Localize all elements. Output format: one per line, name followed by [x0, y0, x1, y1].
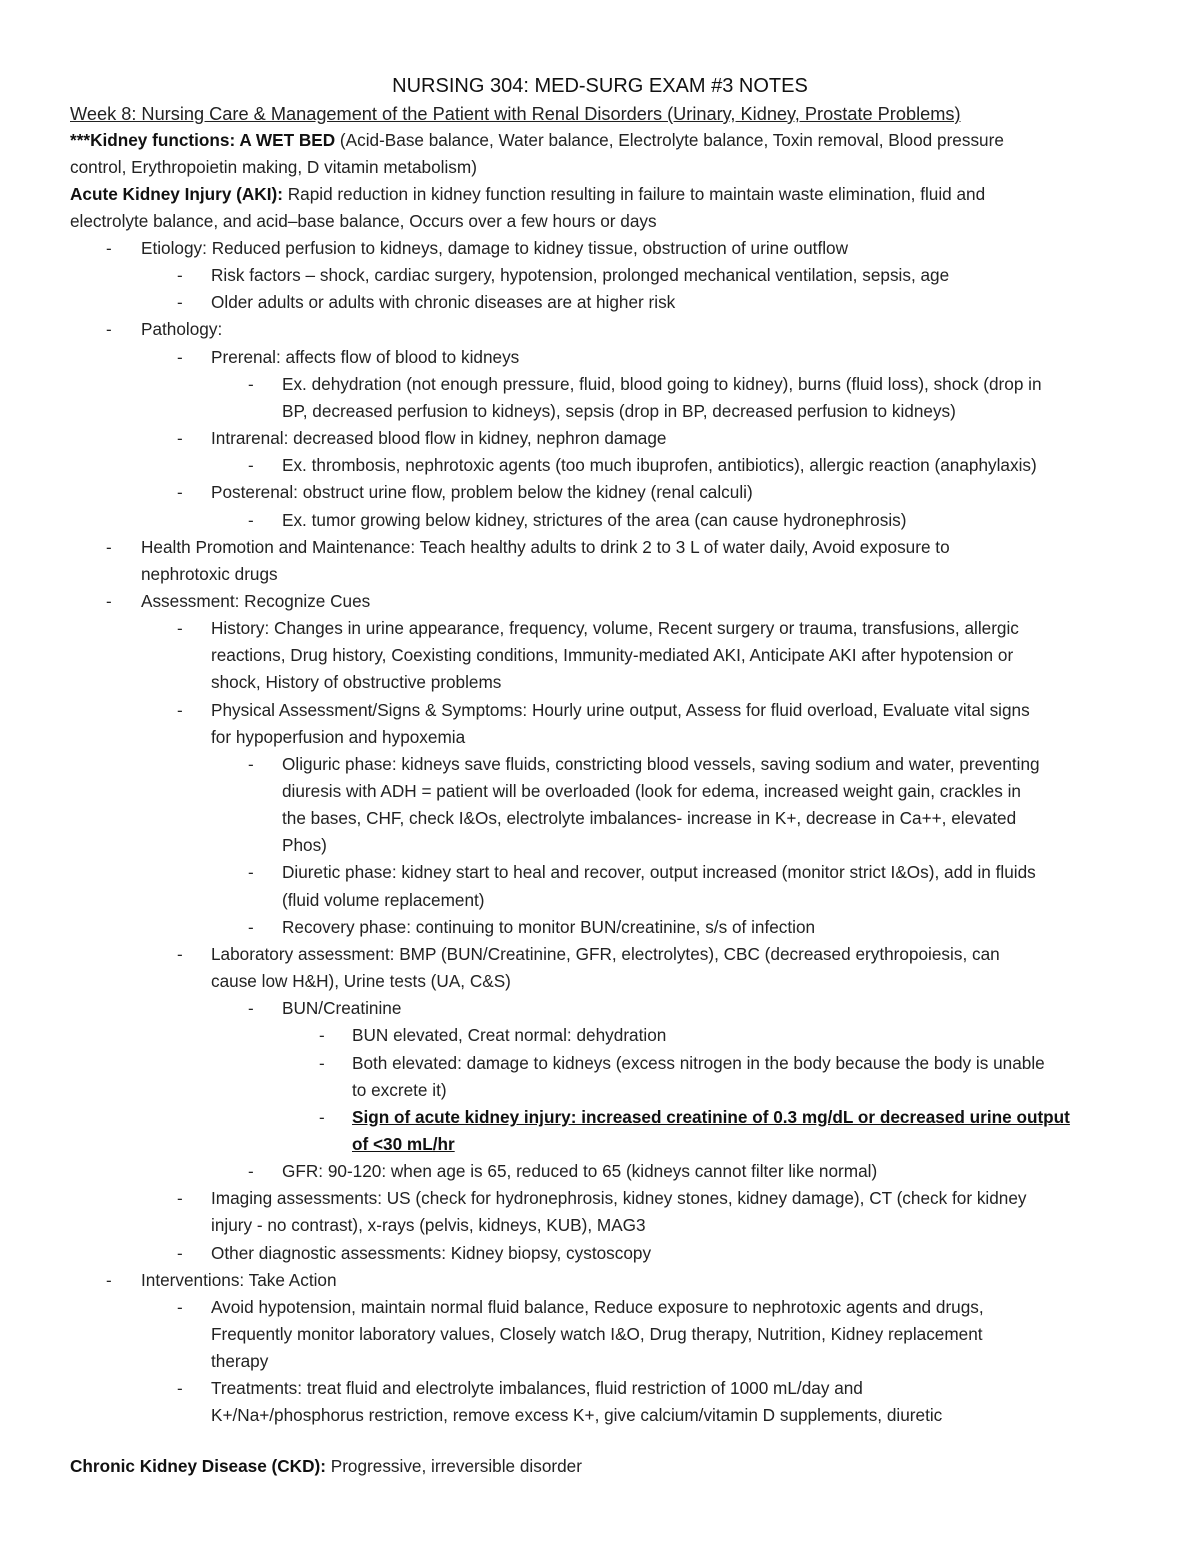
outline-line-continuation: shock, History of obstructive problems — [211, 672, 502, 692]
bullet-dash: - — [177, 266, 183, 285]
outline-item: Etiology: Reduced perfusion to kidneys, damage to kidney tissue, obstruction of urine outflow — [141, 238, 849, 258]
bullet-dash: - — [319, 1054, 325, 1073]
outline-line-continuation: to excrete it) — [352, 1080, 447, 1100]
aki-text: Rapid reduction in kidney function resulting in failure to maintain waste elimination, fluid and — [282, 184, 986, 204]
outline-item: Avoid hypotension, maintain normal fluid balance, Reduce exposure to nephrotoxic agents and drugs, — [211, 1297, 984, 1317]
outline-item: Physical Assessment/Signs & Symptoms: Hourly urine output, Assess for fluid overload, Evaluate vital signs — [211, 700, 1030, 720]
outline-line-continuation: Frequently monitor laboratory values, Closely watch I&O, Drug therapy, Nutrition, Kidney replacement — [211, 1324, 983, 1344]
bullet-dash: - — [248, 918, 254, 937]
outline-line-continuation: Phos) — [282, 835, 327, 855]
outline-item: Laboratory assessment: BMP (BUN/Creatinine, GFR, electrolytes), CBC (decreased erythropoiesis, can — [211, 944, 1000, 964]
bullet-dash: - — [248, 511, 254, 530]
outline-item: Pathology: — [141, 319, 223, 339]
outline-item: BUN/Creatinine — [282, 998, 402, 1018]
outline-item: Other diagnostic assessments: Kidney biopsy, cystoscopy — [211, 1243, 652, 1263]
aki-line-1 — [70, 181, 985, 208]
aki-line-2: electrolyte balance, and acid–base balance, Occurs over a few hours or days — [70, 211, 657, 231]
bullet-dash: - — [106, 592, 112, 611]
outline-item: Treatments: treat fluid and electrolyte imbalances, fluid restriction of 1000 mL/day and — [211, 1378, 863, 1398]
bullet-dash: - — [177, 293, 183, 312]
outline-line-continuation: diuresis with ADH = patient will be overloaded (look for edema, increased weight gain, crackles in — [282, 781, 1021, 801]
bullet-dash: - — [106, 320, 112, 339]
outline-item: Imaging assessments: US (check for hydronephrosis, kidney stones, kidney damage), CT (check for kidney — [211, 1188, 1027, 1208]
outline-item: Diuretic phase: kidney start to heal and recover, output increased (monitor strict I&Os), add in fluids — [282, 862, 1036, 882]
bullet-dash: - — [106, 1271, 112, 1290]
outline-line-continuation: of <30 mL/hr — [352, 1134, 455, 1154]
ckd-text: Progressive, irreversible disorder — [325, 1456, 582, 1476]
outline-line-continuation: therapy — [211, 1351, 269, 1371]
bullet-dash: - — [248, 456, 254, 475]
outline-item: Recovery phase: continuing to monitor BUN/creatinine, s/s of infection — [282, 917, 816, 937]
outline-item: Prerenal: affects flow of blood to kidneys — [211, 347, 520, 367]
bullet-dash: - — [177, 1244, 183, 1263]
kidney-functions-line-2: control, Erythropoietin making, D vitamin metabolism) — [70, 157, 477, 177]
kidney-functions-label: ***Kidney functions: A WET BED — [70, 130, 336, 150]
bullet-dash: - — [319, 1026, 325, 1045]
kidney-functions-text: (Acid-Base balance, Water balance, Electrolyte balance, Toxin removal, Blood pressure — [335, 130, 1004, 150]
bullet-dash: - — [177, 483, 183, 502]
outline-line-continuation: reactions, Drug history, Coexisting conditions, Immunity-mediated AKI, Anticipate AKI after hypotension or — [211, 645, 1014, 665]
bullet-dash: - — [248, 375, 254, 394]
outline-item: Ex. thrombosis, nephrotoxic agents (too much ibuprofen, antibiotics), allergic reaction (anaphylaxis) — [282, 455, 1037, 475]
bullet-dash: - — [177, 619, 183, 638]
bullet-dash: - — [248, 1162, 254, 1181]
bullet-dash: - — [177, 945, 183, 964]
bullet-dash: - — [177, 1298, 183, 1317]
page-title: NURSING 304: MED-SURG EXAM #3 NOTES — [392, 75, 808, 97]
outline-item: Posterenal: obstruct urine flow, problem below the kidney (renal calculi) — [211, 482, 753, 502]
bullet-dash: - — [106, 538, 112, 557]
bullet-dash: - — [177, 1379, 183, 1398]
outline-item: Health Promotion and Maintenance: Teach healthy adults to drink 2 to 3 L of water daily, Avoid exposure to — [141, 537, 950, 557]
outline-line-continuation: (fluid volume replacement) — [282, 890, 485, 910]
outline-item: Older adults or adults with chronic diseases are at higher risk — [211, 292, 676, 312]
bullet-dash: - — [177, 701, 183, 720]
week-heading: Week 8: Nursing Care & Management of the Patient with Renal Disorders (Urinary, Kidney, Prostate Problems) — [70, 104, 961, 124]
outline-line-continuation: for hypoperfusion and hypoxemia — [211, 727, 466, 747]
outline-item: Intrarenal: decreased blood flow in kidney, nephron damage — [211, 428, 667, 448]
bullet-dash: - — [177, 1189, 183, 1208]
outline-item: Risk factors – shock, cardiac surgery, hypotension, prolonged mechanical ventilation, sepsis, age — [211, 265, 950, 285]
bullet-dash: - — [248, 755, 254, 774]
bullet-dash: - — [106, 239, 112, 258]
outline-item: History: Changes in urine appearance, frequency, volume, Recent surgery or trauma, transfusions, allergic — [211, 618, 1019, 638]
outline-line-continuation: BP, decreased perfusion to kidneys), sepsis (drop in BP, decreased perfusion to kidneys) — [282, 401, 956, 421]
outline-item: Assessment: Recognize Cues — [141, 591, 371, 611]
bullet-dash: - — [177, 429, 183, 448]
outline-line-continuation: injury - no contrast), x-rays (pelvis, kidneys, KUB), MAG3 — [211, 1215, 646, 1235]
outline-item: GFR: 90-120: when age is 65, reduced to 65 (kidneys cannot filter like normal) — [282, 1161, 878, 1181]
outline-item: BUN elevated, Creat normal: dehydration — [352, 1025, 667, 1045]
outline-item: Both elevated: damage to kidneys (excess nitrogen in the body because the body is unable — [352, 1053, 1045, 1073]
outline-item: Oliguric phase: kidneys save fluids, constricting blood vessels, saving sodium and water, preventing — [282, 754, 1040, 774]
outline-item: Ex. tumor growing below kidney, strictures of the area (can cause hydronephrosis) — [282, 510, 907, 530]
bullet-dash: - — [319, 1108, 325, 1127]
outline-line-continuation: cause low H&H), Urine tests (UA, C&S) — [211, 971, 511, 991]
outline-line-continuation: the bases, CHF, check I&Os, electrolyte imbalances- increase in K+, decrease in Ca++, elevated — [282, 808, 1017, 828]
bullet-dash: - — [177, 348, 183, 367]
bullet-dash: - — [248, 999, 254, 1018]
bullet-dash: - — [248, 863, 254, 882]
outline-line-continuation: nephrotoxic drugs — [141, 564, 278, 584]
outline-item: Interventions: Take Action — [141, 1270, 337, 1290]
ckd-line — [70, 1453, 582, 1480]
outline-item: Sign of acute kidney injury: increased creatinine of 0.3 mg/dL or decreased urine output — [352, 1107, 1070, 1127]
ckd-label: Chronic Kidney Disease (CKD): — [70, 1456, 326, 1476]
kidney-functions-line-1 — [70, 127, 1004, 154]
aki-label: Acute Kidney Injury (AKI): — [70, 184, 283, 204]
outline-line-continuation: K+/Na+/phosphorus restriction, remove excess K+, give calcium/vitamin D supplements, diuretic — [211, 1405, 943, 1425]
outline-item: Ex. dehydration (not enough pressure, fluid, blood going to kidney), burns (fluid loss), shock (drop in — [282, 374, 1042, 394]
